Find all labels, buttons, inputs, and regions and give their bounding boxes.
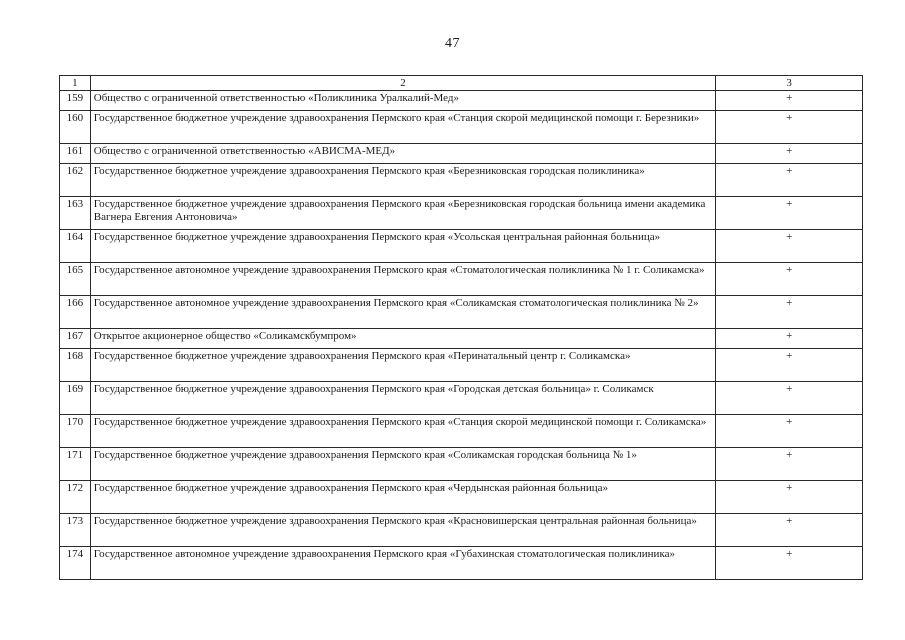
row-number: 171: [60, 448, 91, 481]
table-row: [60, 296, 863, 329]
organization-name: Государственное автономное учреждение здравоохранения Пермского края «Губахинская стоматологическая поликлиника»: [90, 547, 716, 580]
table-row: [60, 111, 863, 144]
inclusion-mark: +: [716, 263, 863, 296]
table-row: [60, 164, 863, 197]
table-row: [60, 329, 863, 349]
header-col-2: 2: [90, 76, 716, 91]
row-number: 169: [60, 382, 91, 415]
row-number: 174: [60, 547, 91, 580]
inclusion-mark: +: [716, 230, 863, 263]
organization-name: Общество с ограниченной ответственностью «АВИСМА-МЕД»: [90, 144, 716, 164]
organization-name: Государственное автономное учреждение здравоохранения Пермского края «Соликамская стоматологическая поликлиника № 2»: [90, 296, 716, 329]
table-row: [60, 263, 863, 296]
row-number: 165: [60, 263, 91, 296]
table-row: [60, 144, 863, 164]
table-row: [60, 514, 863, 547]
table-row: [60, 481, 863, 514]
row-number: 163: [60, 197, 91, 230]
page-number: 47: [445, 36, 460, 51]
inclusion-mark: +: [716, 329, 863, 349]
organization-name: Общество с ограниченной ответственностью «Поликлиника Уралкалий-Мед»: [90, 91, 716, 111]
inclusion-mark: +: [716, 415, 863, 448]
organization-name: Открытое акционерное общество «Соликамскбумпром»: [90, 329, 716, 349]
organization-name: Государственное автономное учреждение здравоохранения Пермского края «Стоматологическая поликлиника № 1 г. Соликамска»: [90, 263, 716, 296]
row-number: 172: [60, 481, 91, 514]
inclusion-mark: +: [716, 197, 863, 230]
inclusion-mark: +: [716, 547, 863, 580]
organization-name: Государственное бюджетное учреждение здравоохранения Пермского края «Городская детская больница» г. Соликамск: [90, 382, 716, 415]
organization-name: Государственное бюджетное учреждение здравоохранения Пермского края «Перинатальный центр г. Соликамска»: [90, 349, 716, 382]
organization-name: Государственное бюджетное учреждение здравоохранения Пермского края «Усольская центральная районная больница»: [90, 230, 716, 263]
table-row: [60, 547, 863, 580]
row-number: 160: [60, 111, 91, 144]
table-row: [60, 230, 863, 263]
row-number: 170: [60, 415, 91, 448]
organization-name: Государственное бюджетное учреждение здравоохранения Пермского края «Станция скорой медицинской помощи г. Березники»: [90, 111, 716, 144]
inclusion-mark: +: [716, 382, 863, 415]
inclusion-mark: +: [716, 448, 863, 481]
row-number: 168: [60, 349, 91, 382]
inclusion-mark: +: [716, 514, 863, 547]
organization-name: Государственное бюджетное учреждение здравоохранения Пермского края «Станция скорой медицинской помощи г. Соликамска»: [90, 415, 716, 448]
inclusion-mark: +: [716, 164, 863, 197]
inclusion-mark: +: [716, 91, 863, 111]
row-number: 166: [60, 296, 91, 329]
organization-name: Государственное бюджетное учреждение здравоохранения Пермского края «Березниковская городская больница имени академика Вагнера Евгения Антоновича»: [90, 197, 716, 230]
table-row: [60, 349, 863, 382]
row-number: 173: [60, 514, 91, 547]
organization-name: Государственное бюджетное учреждение здравоохранения Пермского края «Красновишерская центральная районная больница»: [90, 514, 716, 547]
inclusion-mark: +: [716, 296, 863, 329]
row-number: 159: [60, 91, 91, 111]
table-header-row: [60, 76, 863, 91]
inclusion-mark: +: [716, 349, 863, 382]
organization-name: Государственное бюджетное учреждение здравоохранения Пермского края «Березниковская городская поликлиника»: [90, 164, 716, 197]
table-row: [60, 415, 863, 448]
table-row: [60, 197, 863, 230]
header-col-3: 3: [716, 76, 863, 91]
organizations-table: [59, 75, 863, 580]
row-number: 167: [60, 329, 91, 349]
table-row: [60, 382, 863, 415]
organization-name: Государственное бюджетное учреждение здравоохранения Пермского края «Соликамская городская больница № 1»: [90, 448, 716, 481]
table-row: [60, 448, 863, 481]
inclusion-mark: +: [716, 144, 863, 164]
row-number: 164: [60, 230, 91, 263]
organization-name: Государственное бюджетное учреждение здравоохранения Пермского края «Чердынская районная больница»: [90, 481, 716, 514]
row-number: 162: [60, 164, 91, 197]
inclusion-mark: +: [716, 481, 863, 514]
table-row: [60, 91, 863, 111]
row-number: 161: [60, 144, 91, 164]
header-col-1: 1: [60, 76, 91, 91]
inclusion-mark: +: [716, 111, 863, 144]
